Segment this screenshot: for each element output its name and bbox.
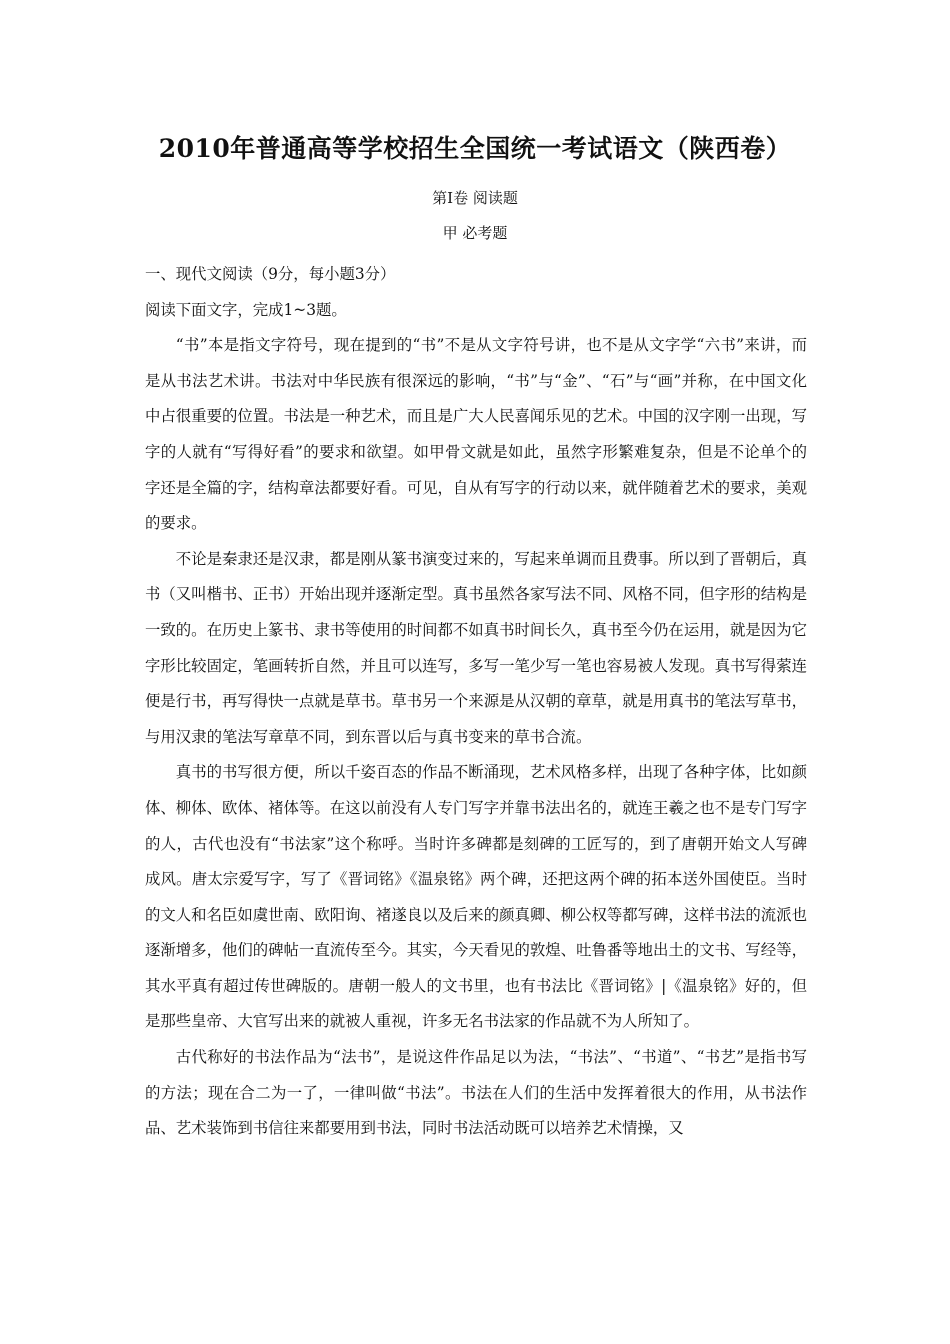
- section-heading: 甲 必考题: [442, 224, 508, 242]
- volume-heading: 第Ⅰ卷 阅读题: [432, 189, 518, 207]
- part-heading: 一、现代文阅读（9分，每小题3分）: [145, 265, 396, 283]
- paragraph: “书”本是指文字符号，现在提到的“书”不是从文字符号讲，也不是从文字学“六书”来讲，而是从书法艺术讲。书法对中华民族有很深远的影响，“书”与“金”、“石”与“画”并称，在中国文化中占很重要的位置。书法是一种艺术，而且是广大人民喜闻乐见的艺术。中国的汉字刚一出现，写字的人就有“写得好看”的要求和欲望。如甲骨文就是如此，虽然字形繁难复杂，但是不论单个的字还是全篇的字，结构章法都要好看。可见，自从有写字的行动以来，就伴随着艺术的要求，美观的要求。: [145, 336, 807, 533]
- instruction-text: 阅读下面文字，完成1~3题。: [145, 300, 347, 319]
- paragraph: 真书的书写很方便，所以千姿百态的作品不断涌现，艺术风格多样，出现了各种字体，比如颜体、柳体、欧体、褚体等。在这以前没有人专门写字并靠书法出名的，就连王羲之也不是专门写字的人，古代也没有“书法家”这个称呼。当时许多碑都是刻碑的工匠写的，到了唐朝开始文人写碑成风。唐太宗爱写字，写了《晋词铭》《温泉铭》两个碑，还把这两个碑的拓本送外国使臣。当时的文人和名臣如虞世南、欧阳询、褚遂良以及后来的颜真卿、柳公权等都写碑，这样书法的流派也逐渐增多，他们的碑帖一直流传至今。其实，今天看见的敦煌、吐鲁番等地出土的文书、写经等，其水平真有超过传世碑版的。唐朝一般人的文书里，也有书法比《晋词铭》|《温泉铭》好的，但是那些皇帝、大官写出来的就被人重视，许多无名书法家的作品就不为人所知了。: [145, 763, 807, 1031]
- page-title: 2010年普通高等学校招生全国统一考试语文（陕西卷）: [158, 134, 792, 163]
- paragraph: 不论是秦隶还是汉隶，都是刚从篆书演变过来的，写起来单调而且费事。所以到了晋朝后，真书（又叫楷书、正书）开始出现并逐渐定型。真书虽然各家写法不同、风格不同，但字形的结构是一致的。在历史上篆书、隶书等使用的时间都不如真书时间长久，真书至今仍在运用，就是因为它字形比较固定，笔画转折自然，并且可以连写，多写一笔少写一笔也容易被人发现。真书写得萦连便是行书，再写得快一点就是草书。草书另一个来源是从汉朝的章草，就是用真书的笔法写草书，与用汉隶的笔法写章草不同，到东晋以后与真书变来的草书合流。: [145, 549, 807, 746]
- document-body: [145, 257, 807, 1147]
- paragraph: 古代称好的书法作品为“法书”，是说这件作品足以为法，“书法”、“书道”、“书艺”是指书写的方法；现在合二为一了，一律叫做“书法”。书法在人们的生活中发挥着很大的作用，从书法作品、艺术装饰到书信往来都要用到书法，同时书法活动既可以培养艺术情操，又: [145, 1048, 807, 1138]
